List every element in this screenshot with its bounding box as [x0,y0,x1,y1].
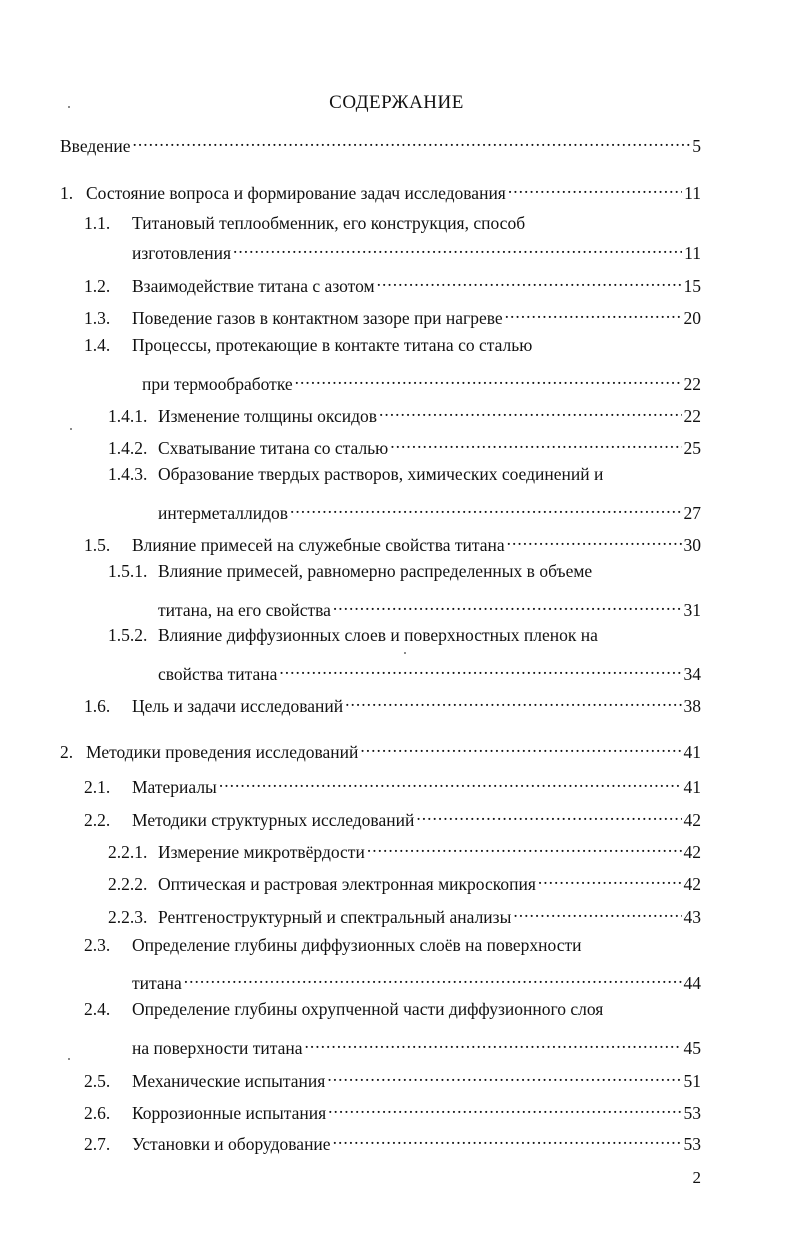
leader-dots [508,175,682,199]
toc-page-number: 42 [683,842,701,862]
toc-entry-s2-4-line1[interactable] [84,997,603,1021]
page-title: СОДЕРЖАНИЕ [329,92,464,113]
toc-entry-s1-4-3-line2[interactable] [158,495,701,523]
toc-entry-text: Измерение микротвёрдости [158,842,365,862]
toc-entry-text: Изменение толщины оксидов [158,406,378,426]
toc-entry-text: титана [132,973,182,993]
leader-dots [333,1126,682,1150]
toc-entry-text: Влияние диффузионных слоев и поверхностных пленок на [158,625,598,645]
leader-dots [390,430,681,454]
toc-entry-text: интерметаллидов [158,503,289,523]
toc-entry-text: Рентгеноструктурный и спектральный анализы [158,907,512,927]
toc-page-number: 41 [683,777,701,797]
toc-section-number: 2.1. [84,777,111,797]
toc-page-number: 41 [683,742,701,762]
toc-entry-s2-3-line1[interactable] [84,933,581,957]
leader-dots [295,366,682,390]
leader-dots [377,268,682,292]
leader-dots [538,866,682,890]
toc-page-number: 25 [683,438,701,458]
toc-entry-s1-4-line1[interactable] [84,333,532,357]
toc-page-number: 45 [683,1038,701,1058]
toc-entry-s2[interactable] [60,734,701,762]
toc-entry-s1-5-1-line1[interactable] [108,559,592,583]
toc-page-number: 44 [683,973,701,993]
toc-entry-s1-1-line2[interactable] [132,235,701,263]
toc-page-number: 11 [684,183,701,203]
toc-section-number: 1.6. [84,696,111,716]
toc-entry-text: Взаимодействие титана с азотом [132,276,375,296]
leader-dots [367,834,682,858]
toc-entry-text: Процессы, протекающие в контакте титана со сталью [132,335,533,355]
toc-section-number: 2.4. [84,999,111,1019]
toc-entry-s1-4-3-line1[interactable] [108,462,603,486]
toc-section-number: 1.4.2. [108,438,148,458]
toc-entry-text: при термообработке [142,374,293,394]
toc-page-number: 22 [683,374,701,394]
toc-page-number: 53 [683,1103,701,1123]
toc-entry-s1-1-line1[interactable] [84,211,525,235]
toc-entry-s2-2-2[interactable] [108,866,701,894]
toc-section-number: 1.5. [84,535,111,555]
toc-entry-s1-3[interactable] [84,300,701,328]
toc-entry-text: Методики структурных исследований [132,810,415,830]
toc-entry-s1-6[interactable] [84,688,701,716]
toc-section-number: 2.5. [84,1071,111,1091]
toc-entry-text: Коррозионные испытания [132,1103,327,1123]
toc-entry-s1-4-1[interactable] [108,398,701,426]
leader-dots [219,769,682,793]
scan-speck [68,1058,70,1060]
toc-page-number: 53 [683,1134,701,1154]
leader-dots [328,1095,681,1119]
toc-page-number: 43 [683,907,701,927]
toc-entry-text: Механические испытания [132,1071,326,1091]
toc-page-number: 42 [683,874,701,894]
toc-entry-text: Цель и задачи исследований [132,696,344,716]
toc-section-number: 1. [60,183,74,203]
toc-entry-text: титана, на его свойства [158,600,331,620]
toc-entry-s1-5-1-line2[interactable] [158,592,701,620]
page-folio-number: 2 [692,1168,701,1187]
toc-page-number: 34 [683,664,701,684]
toc-section-number: 1.1. [84,213,111,233]
toc-page-number: 38 [683,696,701,716]
toc-section-number: 2.2.1. [108,842,148,862]
toc-section-number: 2.2.3. [108,907,148,927]
leader-dots [305,1030,682,1054]
toc-page-number: 30 [683,535,701,555]
toc-entry-s1-5-2-line2[interactable] [158,656,701,684]
toc-entry-s2-5[interactable] [84,1063,701,1091]
toc-page-number: 20 [683,308,701,328]
toc-page-number: 27 [683,503,701,523]
toc-entry-s2-1[interactable] [84,769,701,797]
toc-entry-text: Титановый теплообменник, его конструкция, способ [132,213,526,233]
toc-entry-intro[interactable] [60,128,701,156]
leader-dots [333,592,682,616]
toc-section-number: 2. [60,742,74,762]
toc-entry-s2-2[interactable] [84,802,701,830]
toc-section-number: 2.6. [84,1103,111,1123]
toc-section-number: 1.3. [84,308,111,328]
toc-page-number: 15 [683,276,701,296]
toc-page-number: 5 [692,136,701,156]
toc-entry-text: Образование твердых растворов, химических соединений и [158,464,604,484]
toc-entry-s2-6[interactable] [84,1095,701,1123]
toc-section-number: 1.4.3. [108,464,148,484]
toc-entry-s2-4-line2[interactable] [132,1030,701,1058]
toc-entry-text: Введение [60,136,131,156]
leader-dots [416,802,681,826]
leader-dots [513,899,681,923]
toc-section-number: 1.4. [84,335,111,355]
toc-entry-text: Влияние примесей, равномерно распределенных в объеме [158,561,593,581]
toc-page-number: 51 [683,1071,701,1091]
leader-dots [184,965,682,989]
toc-entry-text: Влияние примесей на служебные свойства титана [132,535,505,555]
toc-entry-text: Установки и оборудование [132,1134,331,1154]
toc-entry-text: Состояние вопроса и формирование задач исследования [86,183,506,203]
toc-section-number: 1.5.2. [108,625,148,645]
leader-dots [505,300,682,324]
toc-page-number: 42 [683,810,701,830]
toc-section-number: 1.4.1. [108,406,148,426]
toc-section-number: 2.2.2. [108,874,148,894]
toc-section-number: 1.2. [84,276,111,296]
toc-entry-text: изготовления [132,243,232,263]
scan-speck [68,106,70,108]
toc-entry-s1-5[interactable] [84,527,701,555]
leader-dots [345,688,681,712]
toc-entry-s1-4-2[interactable] [108,430,701,458]
toc-entry-s1-4-line2[interactable] [142,366,701,394]
leader-dots [279,656,681,680]
leader-dots [233,235,682,259]
toc-entry-text: на поверхности титана [132,1038,303,1058]
toc-entry-text: Схватывание титана со сталью [158,438,389,458]
toc-entry-s1-2[interactable] [84,268,701,296]
toc-entry-s1-5-2-line1[interactable] [108,623,598,647]
leader-dots [327,1063,681,1087]
toc-entry-text: Материалы [132,777,217,797]
leader-dots [133,128,691,152]
toc-page-number: 22 [683,406,701,426]
toc-section-number: 2.3. [84,935,111,955]
toc-page-number: 31 [683,600,701,620]
toc-entry-s1[interactable] [60,175,701,203]
leader-dots [379,398,681,422]
toc-entry-text: Методики проведения исследований [86,742,359,762]
toc-entry-text: Оптическая и растровая электронная микроскопия [158,874,536,894]
scan-speck [404,652,406,654]
leader-dots [360,734,681,758]
toc-entry-text: Поведение газов в контактном зазоре при нагреве [132,308,503,328]
toc-section-number: 1.5.1. [108,561,148,581]
toc-section-number: 2.7. [84,1134,111,1154]
toc-entry-s2-2-1[interactable] [108,834,701,862]
toc-entry-text: Определение глубины диффузионных слоёв на поверхности [132,935,582,955]
toc-entry-text: свойства титана [158,664,278,684]
scan-speck [70,428,72,430]
toc-entry-s2-3-line2[interactable] [132,965,701,993]
leader-dots [507,527,682,551]
toc-entry-s2-7[interactable] [84,1126,701,1154]
toc-entry-s2-2-3[interactable] [108,899,701,927]
leader-dots [290,495,681,519]
toc-section-number: 2.2. [84,810,111,830]
toc-entry-text: Определение глубины охрупченной части диффузионного слоя [132,999,604,1019]
toc-page-number: 11 [684,243,701,263]
